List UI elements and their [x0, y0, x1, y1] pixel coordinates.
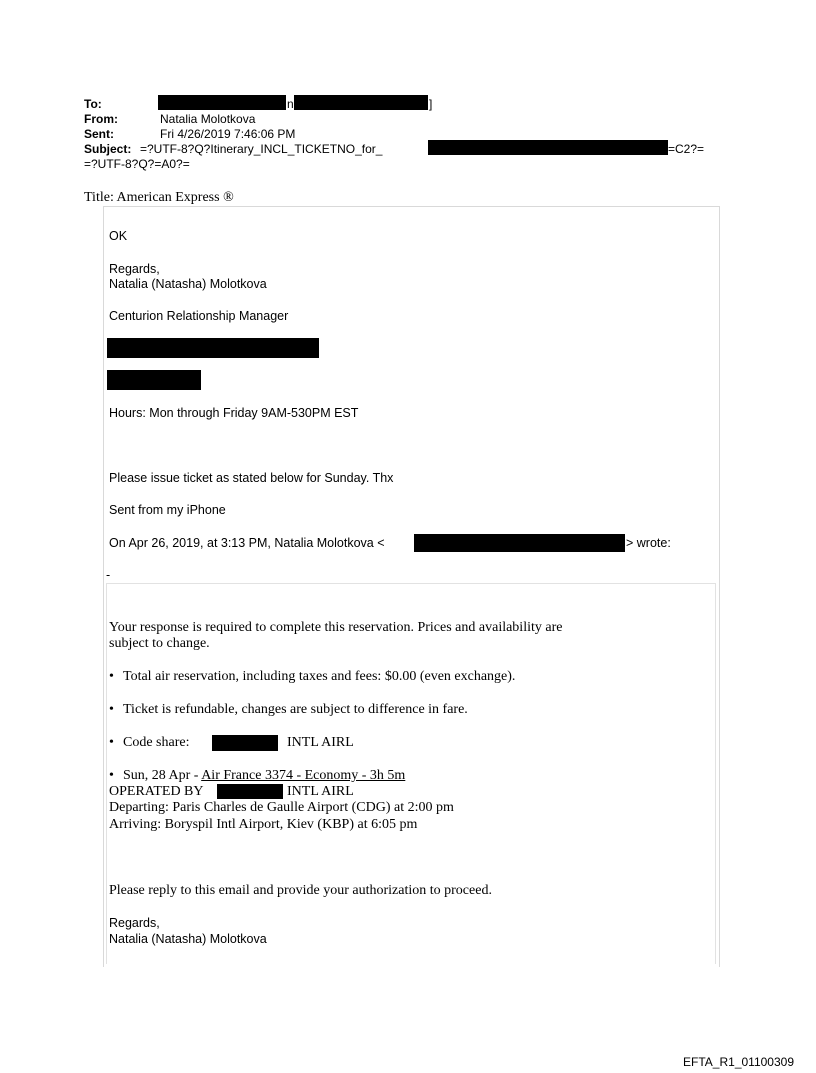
from-label: From: — [84, 112, 118, 126]
bullet-refundable-text: Ticket is refundable, changes are subject to difference in fare. — [123, 702, 468, 717]
sent-value: Fri 4/26/2019 7:46:06 PM — [160, 127, 296, 141]
subject-value-start: =?UTF-8?Q?Itinerary_INCL_TICKETNO_for_ — [140, 142, 383, 156]
to-value-fragment: n — [287, 97, 294, 111]
quoted-intro-line-2: subject to change. — [109, 636, 210, 651]
redaction-contact-1 — [107, 338, 319, 358]
flight-detail-link[interactable]: Air France 3374 - Economy - 3h 5m — [201, 768, 406, 783]
bullet-flight — [109, 768, 405, 784]
quoted-signature-name: Natalia (Natasha) Molotkova — [109, 932, 267, 946]
to-value-bracket: ] — [429, 97, 433, 111]
bullet-code-share — [109, 735, 189, 751]
document-id: EFTA_R1_01100309 — [683, 1055, 794, 1069]
reply-sent-from: Sent from my iPhone — [109, 503, 226, 517]
operated-by-airline: INTL AIRL — [287, 784, 354, 799]
sent-label: Sent: — [84, 127, 114, 141]
bullet-total-fare — [109, 669, 515, 685]
reply-wrote-suffix: > wrote: — [626, 536, 671, 550]
redaction-contact-2 — [107, 370, 201, 390]
redaction-email-address — [414, 534, 625, 552]
code-share-airline: INTL AIRL — [287, 735, 354, 750]
flight-day: Sun, 28 Apr - — [123, 768, 202, 783]
redaction-to-1 — [158, 95, 286, 110]
quoted-reply-prompt: Please reply to this email and provide your authorization to proceed. — [109, 883, 492, 898]
reply-wrote-prefix: On Apr 26, 2019, at 3:13 PM, Natalia Molotkova < — [109, 536, 385, 550]
reply-dash: - — [106, 568, 111, 582]
reply-regards: Regards, — [109, 262, 160, 276]
redaction-operated-by — [217, 784, 283, 799]
bullet-total-fare-text: Total air reservation, including taxes and fees: $0.00 (even exchange). — [123, 669, 516, 684]
redaction-code-share — [212, 735, 278, 751]
reply-signature-name: Natalia (Natasha) Molotkova — [109, 277, 267, 291]
bullet-glyph: • — [109, 768, 114, 783]
subject-line-2: =?UTF-8?Q?=A0?= — [84, 157, 190, 171]
to-label: To: — [84, 97, 102, 111]
subject-value-end: =C2?= — [668, 142, 705, 156]
code-share-label: Code share: — [123, 735, 190, 750]
reply-ok: OK — [109, 229, 128, 243]
document-title: Title: American Express ® — [84, 190, 234, 205]
bullet-glyph: • — [109, 702, 114, 717]
operated-by-label: OPERATED BY — [109, 784, 204, 799]
reply-hours: Hours: Mon through Friday 9AM-530PM EST — [109, 406, 359, 420]
redaction-to-2 — [294, 95, 428, 110]
bullet-glyph: • — [109, 669, 114, 684]
bullet-glyph: • — [109, 735, 114, 750]
from-value: Natalia Molotkova — [160, 112, 256, 126]
subject-label: Subject: — [84, 142, 132, 156]
reply-role: Centurion Relationship Manager — [109, 309, 289, 323]
quoted-intro-line-1: Your response is required to complete this reservation. Prices and availability are — [109, 620, 563, 635]
bullet-refundable — [109, 702, 468, 718]
flight-arriving: Arriving: Boryspil Intl Airport, Kiev (KBP) at 6:05 pm — [109, 817, 418, 832]
quoted-regards: Regards, — [109, 916, 160, 930]
flight-departing: Departing: Paris Charles de Gaulle Airport (CDG) at 2:00 pm — [109, 800, 454, 815]
redaction-subject — [428, 140, 668, 155]
reply-request: Please issue ticket as stated below for Sunday. Thx — [109, 471, 394, 485]
